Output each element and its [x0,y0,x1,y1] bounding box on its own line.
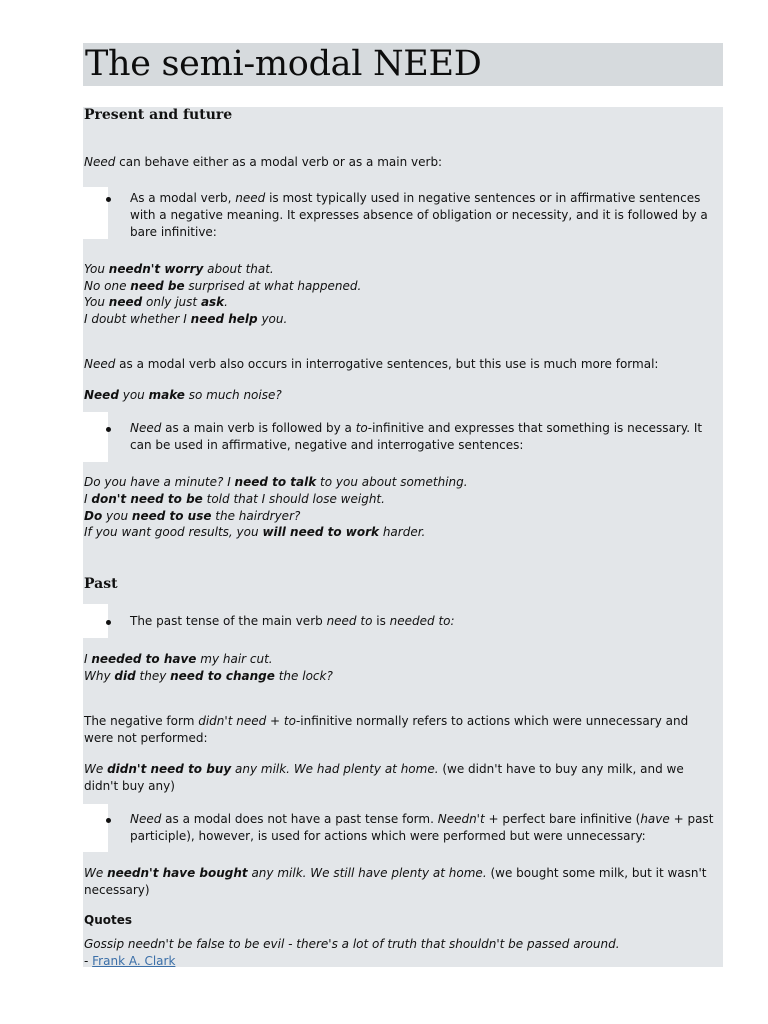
example-sentence: You needn't worry about that. [84,262,274,276]
text: is most typically used in negative sentences or in affirmative sentences with a negative meaning. It expresses absence of obligation or necessity, and it is followed by a bare infinitive: [130,191,708,239]
section-heading-past: Past [84,576,118,592]
example-sentence: You need only just ask. [84,295,228,309]
example-sentence: Do you need to use the hairdryer? [84,509,301,523]
intro-paragraph [84,154,720,171]
example-sentence: I doubt whether I need help you. [84,312,288,326]
example-sentence: We didn't need to buy any milk. We had plenty at home. (we didn't have to buy any milk, and we didn't buy any) [84,762,684,793]
paragraph: The negative form didn't need + to-infinitive normally refers to actions which were unnecessary and were not performed: [84,714,689,745]
example-sentence: If you want good results, you will need to work harder. [84,525,426,539]
bullet-icon [105,420,113,437]
text: can behave either as a modal verb or as a main verb: [115,155,443,169]
example-sentence: We needn't have bought any milk. We still have plenty at home. (we bought some milk, but it wasn't necessary) [84,866,707,897]
bullet-icon [105,811,113,828]
section-heading-present: Present and future [84,107,233,123]
example-sentence: No one need be surprised at what happened. [84,279,362,293]
author-link[interactable]: Frank A. Clark [92,954,176,968]
example-sentence: Do you have a minute? I need to talk to you about something. [84,475,468,489]
paragraph: Need as a modal verb also occurs in interrogative sentences, but this use is much more formal: [84,357,659,371]
list-item [130,190,718,241]
text: As a modal verb, [130,191,236,205]
example-sentence: I needed to have my hair cut. [84,652,273,666]
dash: - [84,954,93,968]
example-sentence: Need you make so much noise? [84,388,282,402]
list-item: Need as a modal does not have a past tense form. Needn't + perfect bare infinitive (have + past participle), however, is used for actions which were performed but were unnecessary: [130,812,714,843]
term: Need [84,155,116,169]
quotes-heading: Quotes [84,913,133,927]
example-sentence: I don't need to be told that I should lose weight. [84,492,385,506]
bullet-icon [105,613,113,630]
example-sentence: Why did they need to change the lock? [84,669,333,683]
bullet-icon [105,190,113,207]
list-item: The past tense of the main verb need to is needed to: [130,614,455,628]
list-item: Need as a main verb is followed by a to-infinitive and expresses that something is necessary. It can be used in affirmative, negative and interrogative sentences: [130,421,703,452]
quote-text: Gossip needn't be false to be evil - there's a lot of truth that shouldn't be passed around. [84,937,620,951]
quote-attribution [84,953,720,970]
page-title: The semi-modal NEED [85,44,482,84]
term: need [235,191,266,205]
